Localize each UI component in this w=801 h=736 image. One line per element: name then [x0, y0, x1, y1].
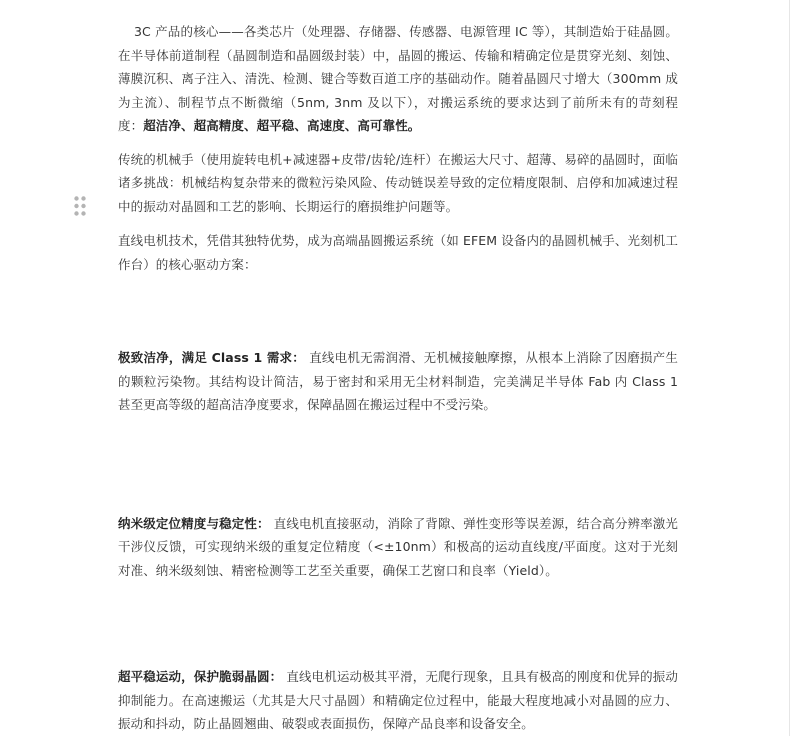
drag-handle-icon[interactable] — [73, 195, 87, 217]
paragraph-cleanliness — [118, 346, 678, 417]
paragraph-traditional-robots-text: 传统的机械手（使用旋转电机+减速器+皮带/齿轮/连杆）在搬运大尺寸、超薄、易碎的晶圆时，面临诸多挑战：机械结构复杂带来的微粒污染风险、传动链误差导致的定位精度限制、启停和加减速过程中的振动对晶圆和工艺的影响、长期运行的磨损维护问题等。 — [118, 151, 678, 214]
paragraph-linear-motor-intro-text: 直线电机技术，凭借其独特优势，成为高端晶圆搬运系统（如 EFEM 设备内的晶圆机械手、光刻机工作台）的核心驱动方案： — [118, 233, 678, 272]
paragraph-precision-text: 直线电机直接驱动，消除了背隙、弹性变形等误差源，结合高分辨率激光干涉仪反馈，可实现纳米级的重复定位精度（<±10nm）和极高的运动直线度/平面度。这对于光刻对准、纳米级刻蚀、精密检测等工艺至关重要，确保工艺窗口和良率（Yield）。 — [118, 515, 679, 578]
paragraph-smooth-motion — [118, 665, 678, 736]
paragraph-cleanliness-text: 直线电机无需润滑、无机械接触摩擦，从根本上消除了因磨损产生的颗粒污染物。其结构设计简洁，易于密封和采用无尘材料制造，完美满足半导体 Fab 内 Class 1 甚至更高等级的超高洁净度要求，保障晶圆在搬运过程中不受污染。 — [118, 350, 678, 412]
paragraph-intro-emphasis: 超洁净、超高精度、超平稳、高速度、高可靠性。 — [143, 118, 421, 133]
paragraph-intro-text: 3C 产品的核心——各类芯片（处理器、存储器、传感器、电源管理 IC 等），其制造始于硅晶圆。在半导体前道制程（晶圆制造和晶圆级封装）中，晶圆的搬运、传输和精确定位是贯穿光刻、刻蚀、薄膜沉积、离子注入、清洗、检测、键合等数百道工序的基础动作。随着晶圆尺寸增大（300mm 成为主流）、制程节点不断微缩（5nm, 3nm 及以下），对搬运系统的要求达到了前所未有的苛刻程度： — [118, 24, 678, 133]
paragraph-intro — [118, 20, 678, 138]
document-body — [118, 20, 678, 736]
paragraph-precision-heading: 纳米级定位精度与稳定性： — [118, 515, 270, 531]
paragraph-linear-motor-intro — [118, 229, 678, 276]
right-panel-border — [789, 0, 801, 736]
paragraph-cleanliness-heading: 极致洁净，满足 Class 1 需求： — [118, 350, 305, 365]
paragraph-traditional-robots — [118, 148, 678, 219]
paragraph-precision — [118, 512, 678, 583]
paragraph-smooth-motion-heading: 超平稳运动，保护脆弱晶圆： — [118, 669, 283, 684]
paragraph-smooth-motion-text: 直线电机运动极其平滑，无爬行现象，且具有极高的刚度和优异的振动抑制能力。在高速搬运（尤其是大尺寸晶圆）和精确定位过程中，能最大程度地减小对晶圆的应力、振动和抖动，防止晶圆翘曲、破裂或表面损伤，保障产品良率和设备安全。 — [118, 669, 678, 731]
